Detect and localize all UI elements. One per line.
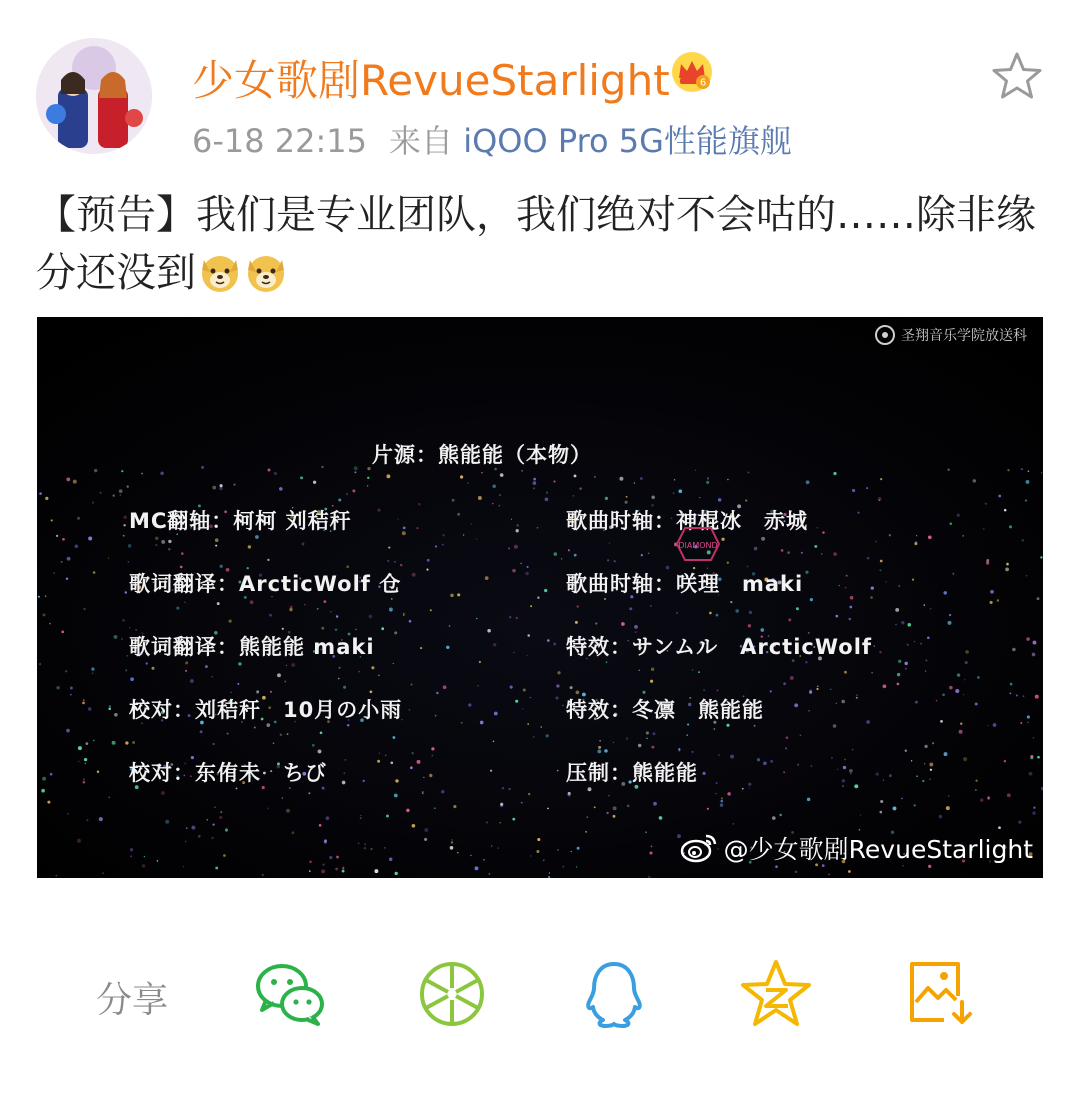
crown-badge-icon[interactable] bbox=[670, 50, 714, 94]
credit-right-4: 特效：冬凛 熊能能 bbox=[566, 698, 764, 722]
favorite-star-icon[interactable] bbox=[990, 50, 1044, 102]
video-bottom-watermark-text: @少女歌剧RevueStarlight bbox=[723, 835, 1033, 864]
username[interactable]: 少女歌剧RevueStarlight bbox=[192, 56, 670, 105]
wechat-icon[interactable] bbox=[252, 958, 328, 1030]
post-time: 6-18 22:15 bbox=[192, 122, 368, 160]
share-label: 分享 bbox=[96, 980, 169, 1021]
post-source[interactable]: iQOO Pro 5G性能旗舰 bbox=[463, 122, 792, 160]
credit-left-3: 歌词翻译：熊能能 maki bbox=[129, 635, 375, 659]
post-image[interactable] bbox=[37, 317, 1043, 878]
moments-icon[interactable] bbox=[414, 958, 490, 1030]
qzone-icon[interactable] bbox=[738, 958, 814, 1030]
doge-emoji-icon bbox=[198, 250, 242, 294]
video-top-watermark-text: 圣翔音乐学院放送科 bbox=[901, 328, 1027, 344]
credit-source: 片源：熊能能（本物） bbox=[372, 443, 592, 467]
credit-right-1: 歌曲时轴：神棍冰 赤城 bbox=[566, 509, 808, 533]
doge-emoji-icon bbox=[244, 250, 288, 294]
credit-right-3: 特效：サンムル ArcticWolf bbox=[566, 635, 873, 659]
diamond-logo-text: DIAMOND bbox=[678, 541, 718, 550]
credit-right-2: 歌曲时轴：咲理 maki bbox=[566, 572, 804, 596]
qq-icon[interactable] bbox=[576, 958, 652, 1030]
weibo-logo-icon bbox=[680, 832, 718, 864]
save-image-icon[interactable] bbox=[904, 958, 980, 1030]
diamond-logo-icon bbox=[673, 524, 723, 564]
broadcast-logo-icon bbox=[875, 325, 895, 345]
credit-right-5: 压制：熊能能 bbox=[566, 761, 698, 785]
credit-left-2: 歌词翻译：ArcticWolf 仓 bbox=[129, 572, 402, 596]
post-meta bbox=[192, 116, 792, 162]
credit-left-4: 校对：刘秸秆 10月の小雨 bbox=[129, 698, 403, 722]
credit-left-5: 校对：东侑未 ちび bbox=[129, 761, 327, 785]
video-bottom-watermark bbox=[680, 830, 1033, 866]
post-body: 【预告】我们是专业团队，我们绝对不会咕的……除非缘分还没到 bbox=[36, 192, 1036, 296]
avatar[interactable] bbox=[36, 38, 152, 154]
post-text bbox=[36, 186, 1044, 302]
credit-left-1: MC翻轴：柯柯 刘秸秆 bbox=[129, 509, 352, 533]
video-top-watermark bbox=[875, 325, 1027, 345]
from-label: 来自 bbox=[389, 122, 454, 160]
svg-text:6: 6 bbox=[699, 77, 707, 89]
